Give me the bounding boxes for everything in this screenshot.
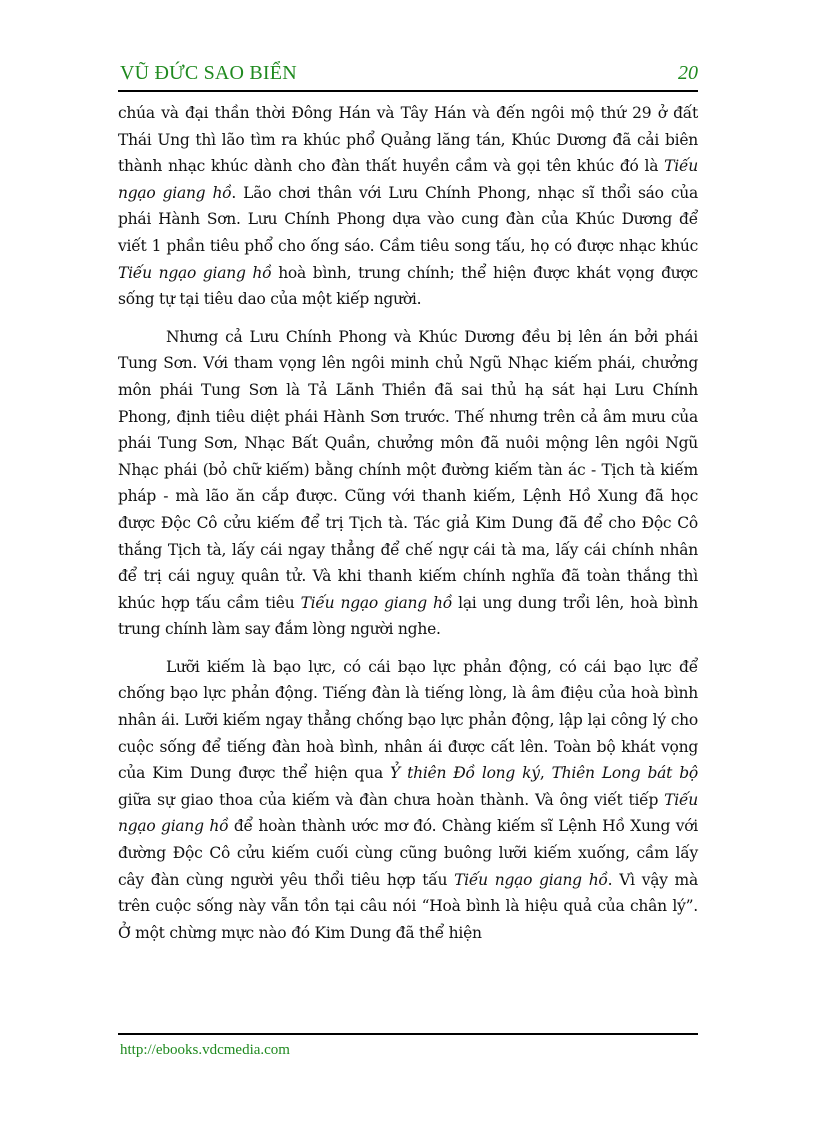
text-run: . Lão chơi thân với Lưu Chính Phong, nhạc sĩ thổi sáo của phái Hành Sơn. Lưu Chính Phong dựa vào cung đàn của Khúc Dương để viết 1 phần tiêu phổ cho ống sáo. Cầm tiêu song tấu, họ có được nhạc khúc [118,183,698,255]
paragraph [118,654,698,947]
text-run: , [539,764,552,783]
text-run: Lưỡi kiếm là bạo lực, có cái bạo lực phản động, có cái bạo lực để chống bạo lực phản động. Tiếng đàn là tiếng lòng, là âm điệu của hoà bình nhân ái. Lưỡi kiếm ngay thẳng chống bạo lực phản động, lập lại công lý cho cuộc sống để tiếng đàn hoà bình, nhân ái được cất lên. Toàn bộ khát vọng của Kim Dung được thể hiện qua [118,657,698,783]
body-text [118,100,698,957]
italic-title: Tiếu ngạo giang hồ [118,790,698,836]
page-header [120,56,698,92]
footer-link[interactable]: http://ebooks.vdcmedia.com [120,1042,290,1058]
paragraph [118,100,698,313]
text-run: chúa và đại thần thời Đông Hán và Tây Hán và đến ngôi mộ thứ 29 ở đất Thái Ung thì lão tìm ra khúc phổ Quảng lăng tán, Khúc Dương đã cải biên thành nhạc khúc dành cho đàn thất huyền cầm và gọi tên khúc đó là [118,104,698,176]
footer-divider [118,1033,698,1035]
text-run: giữa sự giao thoa của kiếm và đàn chưa hoàn thành. Và ông viết tiếp [118,790,665,809]
italic-title: Ỷ thiên Đồ long ký [390,764,540,783]
page-number: 20 [678,62,698,84]
text-run: . Vì vậy mà trên cuộc sống này vẫn tồn tại câu nói “Hoà bình là hiệu quả của chân lý”. Ở một chừng mực nào đó Kim Dung đã thể hiện [118,870,698,942]
italic-title: Tiếu ngạo giang hồ [118,157,698,202]
paragraph [118,324,698,643]
text-run: Nhưng cả Lưu Chính Phong và Khúc Dương đều bị lên án bởi phái Tung Sơn. Với tham vọng lên ngôi minh chủ Ngũ Nhạc kiếm phái, chưởng môn phái Tung Sơn là Tả Lãnh Thiền đã sai thủ hạ sát hại Lưu Chính Phong, định tiêu diệt phái Hành Sơn trước. Thế nhưng trên cả âm mưu của phái Tung Sơn, Nhạc Bất Quần, chưởng môn đã nuôi mộng lên ngôi Ngũ Nhạc phái (bỏ chữ kiếm) bằng chính một đường kiếm tàn ác - Tịch tà kiếm pháp - mà lão ăn cắp được. Cũng với thanh kiếm, Lệnh Hồ Xung đã học được Độc Cô cửu kiếm để trị Tịch tà. Tác giả Kim Dung đã để cho Độc Cô thắng Tịch tà, lấy cái ngay thẳng để chế ngự cái tà ma, lấy cái chính nhân để trị cái nguỵ quân tử. Và khi thanh kiếm chính nghĩa đã toàn thắng thì khúc hợp tấu cầm tiêu [118,327,698,612]
header-divider [118,90,698,92]
italic-title: Tiếu ngạo giang hồ [118,263,272,282]
italic-title: Tiếu ngạo giang hồ [300,593,452,612]
italic-title: Tiếu ngạo giang hồ [454,870,608,889]
text-run: để hoàn thành ước mơ đó. Chàng kiếm sĩ Lệnh Hồ Xung với đường Độc Cô cửu kiếm cuối cùng cũng buông lưỡi kiếm xuống, cầm lấy cây đàn cùng người yêu thổi tiêu hợp tấu [118,817,698,889]
text-run: hoà bình, trung chính; thể hiện được khát vọng được sống tự tại tiêu dao của một kiếp người. [118,263,698,309]
text-run: lại ung dung trổi lên, hoà bình trung chính làm say đắm lòng người nghe. [118,593,698,639]
italic-title: Thiên Long bát bộ [551,764,698,783]
book-title: VŨ ĐỨC SAO BIỂN [120,62,297,84]
